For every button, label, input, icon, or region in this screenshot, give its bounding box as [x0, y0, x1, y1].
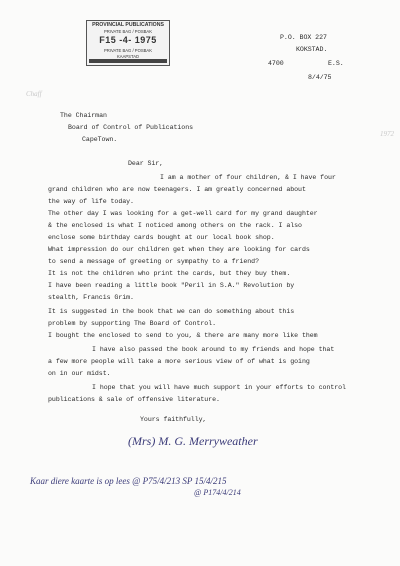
address-town: KOKSTAD.	[296, 46, 328, 53]
body-line: I have been reading a little book "Peril in S.A." Revolution by	[48, 282, 295, 289]
received-stamp	[86, 20, 170, 66]
closing: Yours faithfully,	[140, 416, 207, 423]
stamp-bar	[89, 59, 167, 63]
body-line: I am a mother of four children, & I have four	[160, 174, 336, 181]
body-line: the way of life today.	[48, 198, 134, 205]
body-line: to send a message of greeting or sympathy to a friend?	[48, 258, 259, 265]
body-line: on in our midst.	[48, 370, 111, 377]
address-code: 4700	[268, 60, 284, 67]
body-line: I have also passed the book around to my friends and hope that	[92, 346, 335, 353]
body-line: It is not the children who print the cards, but they buy them.	[48, 270, 291, 277]
body-line: a few more people will take a more serious view of of what is going	[48, 358, 310, 365]
body-line: What impression do our children get when they are looking for cards	[48, 246, 310, 253]
body-line: publications & sale of offensive literature.	[48, 396, 220, 403]
stamp-line-2: PRIVATE BAG / POSBAK	[103, 29, 152, 34]
stamp-date: F15 -4- 1975	[99, 35, 157, 45]
body-line: problem by supporting The Board of Control.	[48, 320, 216, 327]
body-line: The other day I was looking for a get-well card for my grand daughter	[48, 210, 318, 217]
body-line: I bought the enclosed to send to you, & there are many more like them	[48, 332, 318, 339]
body-line: enclose some birthday cards bought at our local book shop.	[48, 234, 275, 241]
recipient-line-3: CapeTown.	[82, 136, 118, 143]
recipient-line-2: Board of Control of Publications	[68, 124, 194, 131]
salutation: Dear Sir,	[128, 160, 164, 167]
body-line: It is suggested in the book that we can do something about this	[48, 308, 295, 315]
margin-note: 1972	[380, 130, 394, 138]
address-box: P.O. BOX 227	[280, 34, 327, 41]
recipient-line-1: The Chairman	[60, 112, 107, 119]
stamp-line-1: PROVINCIAL PUBLICATIONS	[92, 22, 164, 28]
body-line: grand children who are now teenagers. I am greatly concerned about	[48, 186, 306, 193]
faint-note: Chaff	[26, 90, 42, 98]
handwritten-annotation: Kaar diere kaarte is op lees @ P75/4/213 SP 15/4/215	[30, 476, 227, 486]
handwritten-annotation-2: @ P174/4/214	[194, 488, 241, 497]
address-region: E.S.	[328, 60, 344, 67]
body-line: stealth, Francis Grim.	[48, 294, 134, 301]
letter-date: 8/4/75	[308, 74, 332, 81]
signature: (Mrs) M. G. Merryweather	[128, 434, 258, 448]
body-line: I hope that you will have much support in your efforts to control	[92, 384, 346, 391]
body-line: & the enclosed is what I noticed among others on the rack. I also	[48, 222, 302, 229]
stamp-line-4: PRIVATE BAG / POSBAK	[103, 48, 152, 53]
stamp-line-5: KAAPSTAD	[116, 54, 140, 59]
